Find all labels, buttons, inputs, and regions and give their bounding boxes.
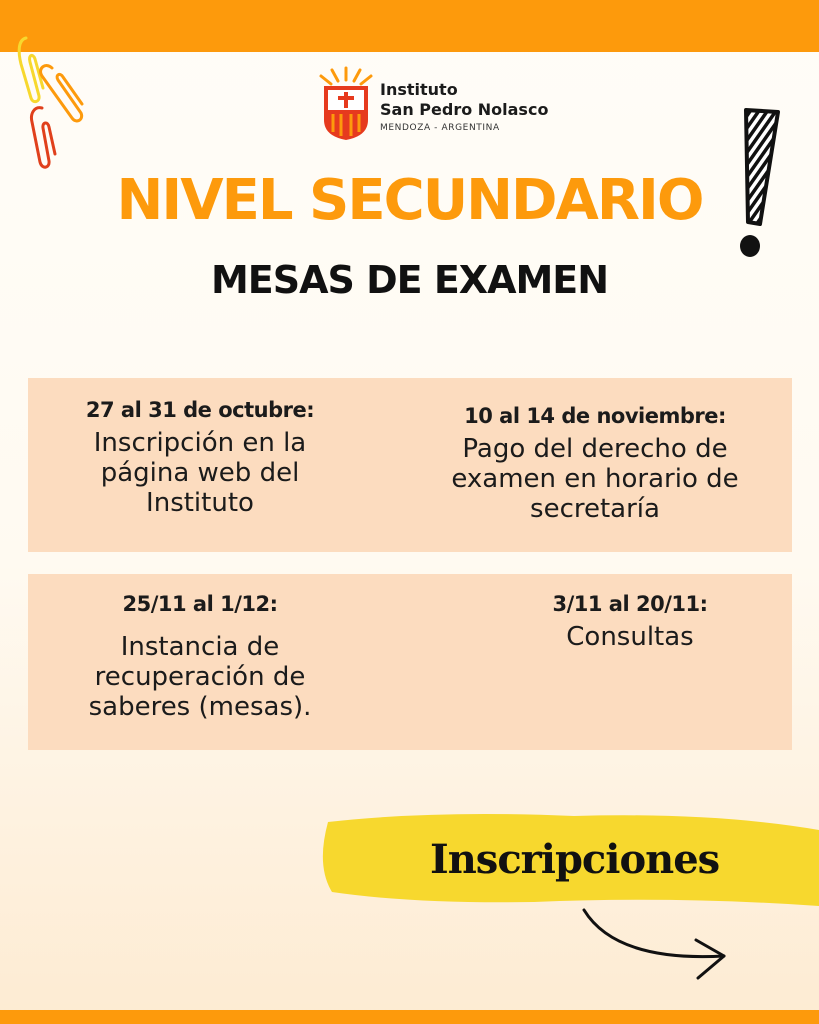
schedule-description: Pago del derecho de examen en horario de secretaría: [451, 434, 739, 524]
schedule-date: 27 al 31 de octubre:: [85, 398, 315, 422]
top-accent-bar: [0, 0, 819, 52]
logo-shield-icon: [316, 64, 376, 144]
page-title: NIVEL SECUNDARIO: [116, 168, 703, 233]
inscripciones-label: Inscripciones: [430, 836, 720, 883]
schedule-item: [50, 592, 350, 722]
schedule-date: 3/11 al 20/11:: [552, 592, 708, 616]
page-subtitle: MESAS DE EXAMEN: [210, 258, 609, 302]
paperclip-icon: [12, 30, 102, 180]
schedule-item: [50, 398, 350, 518]
schedule-date: 25/11 al 1/12:: [122, 592, 278, 616]
schedule-date: 10 al 14 de noviembre:: [464, 404, 726, 428]
schedule-description: Consultas: [566, 622, 694, 652]
exclamation-icon: [726, 106, 782, 266]
logo-institution-name: San Pedro Nolasco: [380, 100, 549, 119]
logo-institution-label: Instituto: [380, 80, 458, 99]
schedule-item: [410, 404, 780, 524]
arrow-icon: [576, 904, 736, 994]
schedule-item: [480, 592, 780, 652]
bottom-accent-bar: [0, 1010, 819, 1024]
schedule-description: Inscripción en la página web del Instituto: [93, 428, 307, 518]
inscripciones-banner[interactable]: [314, 806, 819, 912]
logo-location: MENDOZA - ARGENTINA: [380, 123, 500, 133]
institution-logo: [316, 64, 576, 144]
schedule-description: Instancia de recuperación de saberes (mesas).: [88, 632, 312, 722]
